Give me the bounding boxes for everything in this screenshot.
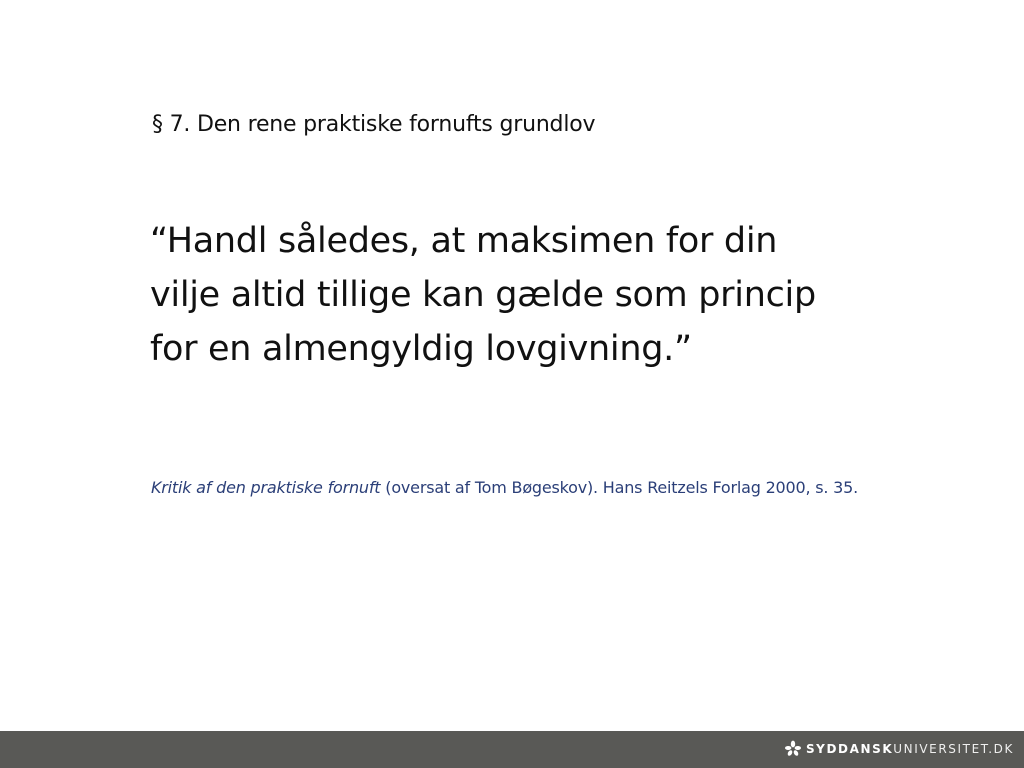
- quote-line: for en almengyldig lovgivning.”: [150, 329, 692, 369]
- kant-quote: [150, 214, 870, 376]
- citation: [151, 478, 858, 497]
- sdu-flower-icon: [784, 740, 802, 758]
- university-logo: [784, 740, 1014, 758]
- logo-text-light: UNIVERSITET.DK: [893, 742, 1014, 756]
- logo-text-bold: SYDDANSK: [805, 742, 894, 756]
- quote-line: vilje altid tillige kan gælde som princip: [150, 275, 816, 315]
- footer-bar: [0, 731, 1024, 768]
- citation-details: (oversat af Tom Bøgeskov). Hans Reitzels Forlag 2000, s. 35.: [380, 478, 859, 497]
- quote-line: “Handl således, at maksimen for din: [150, 221, 778, 261]
- citation-title: Kritik af den praktiske fornuft: [151, 478, 381, 497]
- slide-heading: § 7. Den rene praktiske fornufts grundlov: [152, 112, 596, 137]
